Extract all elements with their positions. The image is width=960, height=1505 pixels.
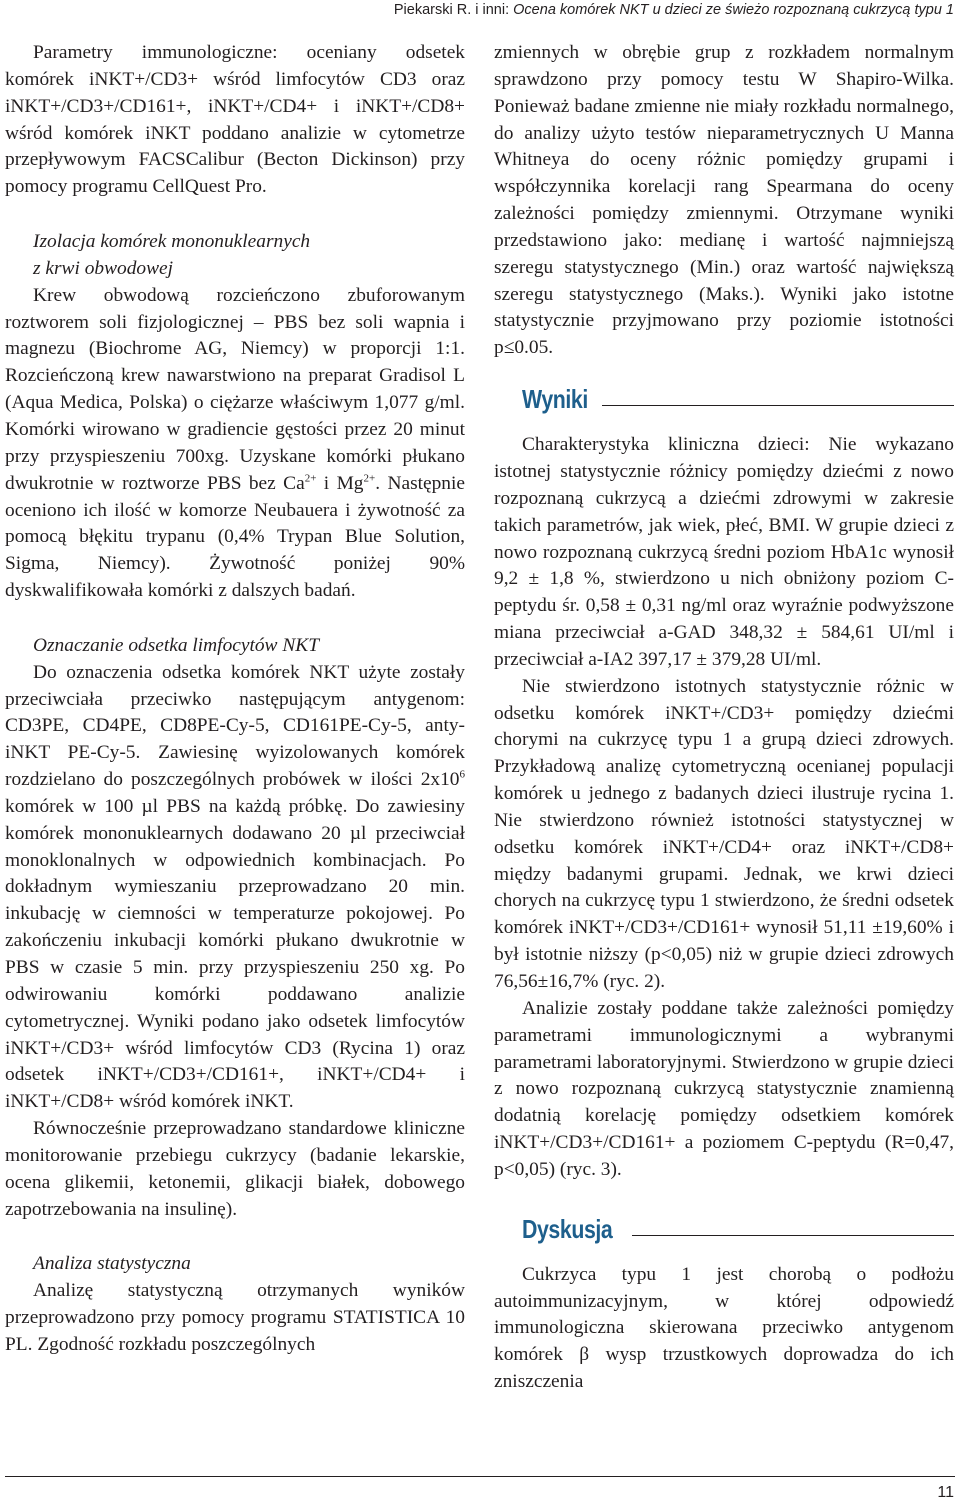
subheading-cell-isolation-line2: z krwi obwodowej [33,257,174,279]
page-number: 11 [937,1484,954,1501]
superscript: 6 [459,768,465,781]
text-segment: . Następnie oceniono ich ilość w komorze Neubauera i żywotność za pomocą błękitu trypanu (0,4% Trypan Blue Solution, Sigma, Niemcy). Żywotność poniżej 90% dyskwalifikowała komórki z dalszych badań. [5,472,465,602]
section-heading-discussion-text: Dyskusja [522,1213,613,1244]
paragraph-discussion: Cukrzyca typu 1 jest chorobą o podłożu autoimmunizacyjnym, w której odpowiedź immunologiczna skierowana przeciwko antygenom komórek β wysp trzustkowych doprowadza do ich zniszczenia [494,1263,954,1393]
text-segment: komórek w 100 µl PBS na każdą próbkę. Do zawiesiny komórek mononuklearnych dodawano 20 µl przeciwciał monoklonalnych w odpowiednich kombinacjach. Po dokładnym wymieszaniu przeprowadzano 20 min. inkubację w ciemności w temperaturze pokojowej. Po zakończeniu inkubacji komórki płukano dwukrotnie w PBS w czasie 5 min. przy przyspieszeniu 250 xg. Po odwirowaniu komórki poddawano analizie cytometrycznej. Wyniki podano jako odsetek limfocytów iNKT+/CD3+ wśród limfocytów CD3 (Rycina 1) oraz odsetek iNKT+/CD3+/CD161+, iNKT+/CD4+ i iNKT+/CD8+ wśród komórek iNKT. [5,795,465,1113]
section-heading-rule [602,405,954,406]
paragraph-immunological-parameters: Parametry immunologiczne: oceniany odsetek komórek iNKT+/CD3+ wśród limfocytów CD3 oraz iNKT+/CD3+/CD161+, iNKT+/CD4+ i iNKT+/CD8+ wśród komórek iNKT poddano analizie w cytometrze przepływowym FACSCalibur (Becton Dickinson) przy pomocy programu CellQuest Pro. [5,42,465,198]
paragraph-correlations: Analizie zostały poddane także zależności pomiędzy parametrami immunologicznymi a wybranymi parametrami laboratoryjnymi. Stwierdzono w grupie dzieci z nowo rozpoznaną cukrzycą statystycznie znamienną dodatnią korelację pomiędzy odsetkiem komórek iNKT+/CD3+/CD161+ a poziomem C-peptydu (R=0,47, p<0,05) (ryc. 3). [494,997,954,1180]
paragraph-nkt-percentage [5,660,465,1116]
subheading-cell-isolation-line1: Izolacja komórek mononuklearnych [33,231,311,253]
paragraph-clinical-characteristics: Charakterystyka kliniczna dzieci: Nie wykazano istotnej statystycznie różnicy pomiędzy dziećmi z nowo rozpoznaną cukrzycą a dziećmi zdrowymi w zakresie takich parametrów, jak wiek, płeć, BMI. W grupie dzieci z nowo rozpoznaną cukrzycą średni poziom HbA1c wynosił 9,2 ± 1,8 %, stwierdzono u nich obniżony poziom C-peptydu śr. 0,58 ± 0,31 ng/ml oraz wyraźnie podwyższone miana przeciwciał a-GAD 348,32 ± 584,61 UI/ml i przeciwciał a-IA2 397,17 ± 379,28 UI/ml. [494,434,954,670]
right-column [494,40,954,1396]
section-heading-discussion [494,1214,954,1244]
running-header [394,2,954,18]
paragraph-clinical-monitoring: Równocześnie przeprowadzano standardowe kliniczne monitorowanie przebiegu cukrzycy (badanie lekarskie, ocena glikemii, ketonemii, glikacji białek, dobowego zapotrzebowania na insulinę). [5,1118,465,1220]
superscript: 2+ [363,472,376,485]
running-header-authors: Piekarski R. i inni: [393,2,510,18]
section-heading-results [494,384,954,414]
paragraph-statistical-analysis: Analizę statystyczną otrzymanych wyników przeprowadzono przy pomocy programu STATISTICA 10 PL. Zgodność rozkładu poszczególnych [5,1280,465,1355]
superscript: 2+ [304,472,317,485]
footer-rule [5,1476,955,1477]
text-segment: Krew obwodową rozcieńczono zbuforowanym roztworem soli fizjologicznej – PBS bez soli wapnia i magnezu (Biochrome AG, Niemcy) w proporcji 1:1. Rozcieńczoną krew nawarstwiono na preparat Gradisol L (Aqua Medica, Polska) o ciężarze właściwym 1,077 g/ml. Komórki wirowano w gradiencie gęstości przez 20 minut przy przyspieszeniu 700xg. Uzyskane komórki płukano dwukrotnie w roztworze PBS bez Ca [5,284,465,494]
subheading-statistical-analysis: Analiza statystyczna [33,1253,191,1275]
text-segment: i Mg [316,472,364,494]
paragraph-nkt-results: Nie stwierdzono istotnych statystycznie różnic w odsetku komórek iNKT+/CD3+ pomiędzy dziećmi chorymi na cukrzycę typu 1 a grupą dzieci zdrowych. Przykładową analizę cytometryczną ocenianej populacji komórek u jednego z badanych dzieci ilustruje rycina 1. Nie stwierdzono również istotności statystycznej w odsetku komórek iNKT+/CD4+ oraz iNKT+/CD8+ między badanymi grupami. Jednak, we krwi dzieci chorych na cukrzycę typu 1 stwierdzono, że średni odsetek komórek iNKT+/CD3+/CD161+ wynosił 51,11 ±19,60% i był istotnie niższy (p<0,05) niż w grupie dzieci zdrowych 76,56±16,7% (ryc. 2). [494,675,954,992]
paragraph-cell-isolation [5,283,465,605]
left-column [5,40,465,1359]
subheading-nkt-percentage: Oznaczanie odsetka limfocytów NKT [33,634,319,656]
running-header-title: Ocena komórek NKT u dzieci ze świeżo rozpoznaną cukrzycą typu 1 [513,2,954,18]
section-heading-rule [632,1235,954,1236]
paragraph-statistics-continued: zmiennych w obrębie grup z rozkładem normalnym sprawdzono przy pomocy testu W Shapiro-Wilka. Ponieważ badane zmienne nie miały rozkładu normalnego, do analizy użyto testów nieparametrycznych U Manna Whitneya do oceny różnic pomiędzy grupami i współczynnika korelacji rang Spearmana do oceny zależności pomiędzy zmiennymi. Otrzymane wyniki przedstawiono jako: medianę i wartość najmniejszą szeregu statystycznego (Min.) oraz wartość największą szeregu statystycznego (Maks.). Wyniki jako istotne statystycznie przyjmowano przy poziomie istotności p≤0.05. [494,42,954,359]
text-segment: Do oznaczenia odsetka komórek NKT użyte zostały przeciwciała przeciwko następującym antygenom: CD3PE, CD4PE, CD8PE-Cy-5, CD161PE-Cy-5, anty- iNKT PE-Cy-5. Zawiesinę wyizolowanych komórek rozdzielano do poszczególnych probówek w ilości 2x10 [5,661,465,791]
section-heading-results-text: Wyniki [522,384,588,415]
